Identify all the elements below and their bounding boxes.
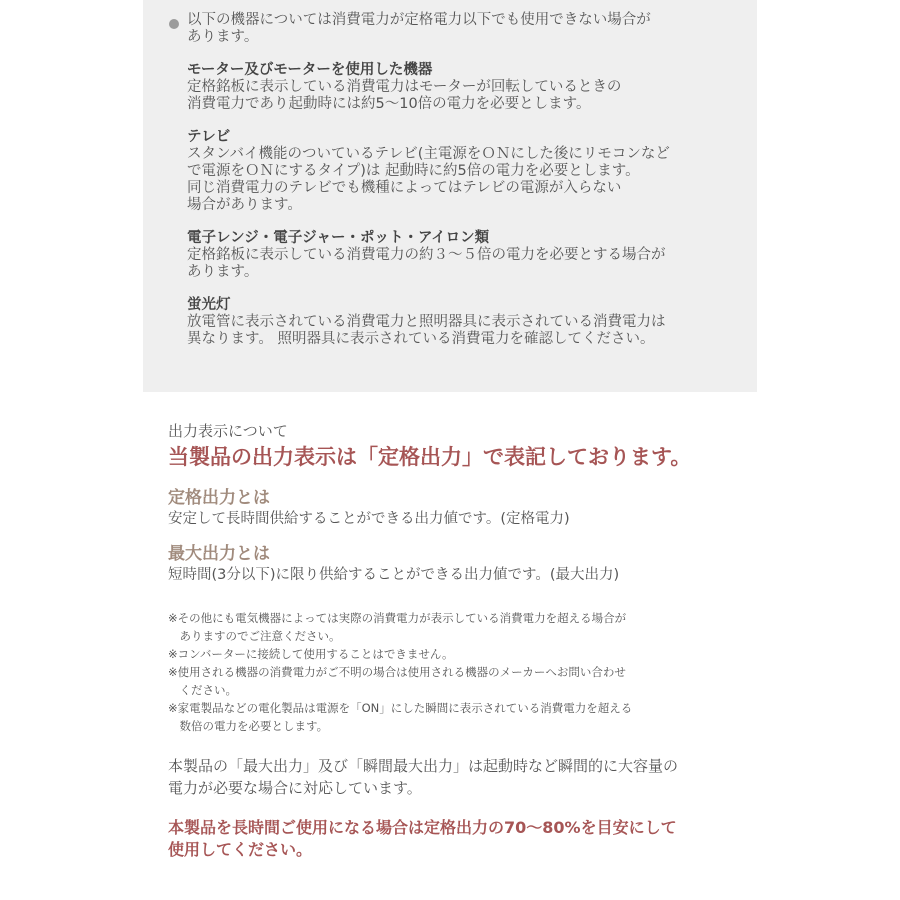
definition-title: 定格出力とは (168, 488, 270, 508)
note-line: ※使用される機器の消費電力がご不明の場合は使用される機器のメーカーへお問い合わせ (168, 665, 626, 679)
section-fluorescent (167, 297, 737, 348)
section-title: 電子レンジ・電子ジャー・ポット・アイロン類 (187, 230, 490, 246)
section-microwave (167, 230, 737, 281)
section-body: 定格銘板に表示している消費電力の約３～５倍の電力を必要とする場合が あります。 (187, 247, 666, 280)
section-kicker: 出力表示について (168, 422, 288, 440)
notice-intro (167, 12, 737, 46)
section-title: テレビ (187, 129, 231, 145)
rated-output-definition (168, 487, 788, 529)
section-title: モーター及びモーターを使用した機器 (187, 62, 433, 78)
section-tv (167, 129, 737, 214)
bullet-icon (169, 19, 179, 29)
definition-body: 短時間(3分以下)に限り供給することができる出力値です。(最大出力) (168, 567, 620, 583)
section-body: スタンバイ機能のついているテレビ(主電源をＯＮにした後にリモコンなど で電源をＯＮにするタイプ)は 起動時に約5倍の電力を必要とします。 同じ消費電力のテレビでも機種によってはテレビの電源が入らない 場合があります。 (187, 146, 670, 213)
definition-title: 最大出力とは (168, 544, 270, 564)
note-line: ※その他にも電気機器によっては実際の消費電力が表示している消費電力を超える場合が (168, 611, 627, 625)
usage-warning: 本製品を長時間ご使用になる場合は定格出力の70～80%を目安にして 使用してください。 (168, 818, 677, 859)
section-title: 蛍光灯 (187, 297, 231, 313)
section-headline: 当製品の出力表示は「定格出力」で表記しております。 (168, 445, 692, 469)
section-body: 定格銘板に表示している消費電力はモーターが回転しているときの 消費電力であり起動時には約5～10倍の電力を必要とします。 (187, 79, 622, 112)
definition-body: 安定して長時間供給することができる出力値です。(定格電力) (168, 511, 570, 527)
note-line: ※コンバーターに接続して使用することはできません。 (168, 647, 454, 661)
note-line: 数倍の電力を必要とします。 (168, 719, 329, 733)
note-line: ください。 (168, 683, 237, 697)
section-motor (167, 62, 737, 113)
note-line: ※家電製品などの電化製品は電源を「ON」にした瞬間に表示されている消費電力を超える (168, 701, 633, 715)
notes-list (168, 609, 788, 735)
max-output-paragraph: 本製品の「最大出力」及び「瞬間最大出力」は起動時など瞬間的に大容量の 電力が必要な場合に対応しています。 (168, 757, 679, 797)
note-line: ありますのでご注意ください。 (168, 629, 341, 643)
section-body: 放電管に表示されている消費電力と照明器具に表示されている消費電力は 異なります。 照明器具に表示されている消費電力を確認してください。 (187, 314, 666, 347)
power-notice-box (143, 0, 757, 392)
notice-intro-text: 以下の機器については消費電力が定格電力以下でも使用できない場合が あります。 (187, 12, 651, 45)
max-output-definition (168, 543, 788, 585)
output-display-section (168, 420, 788, 861)
